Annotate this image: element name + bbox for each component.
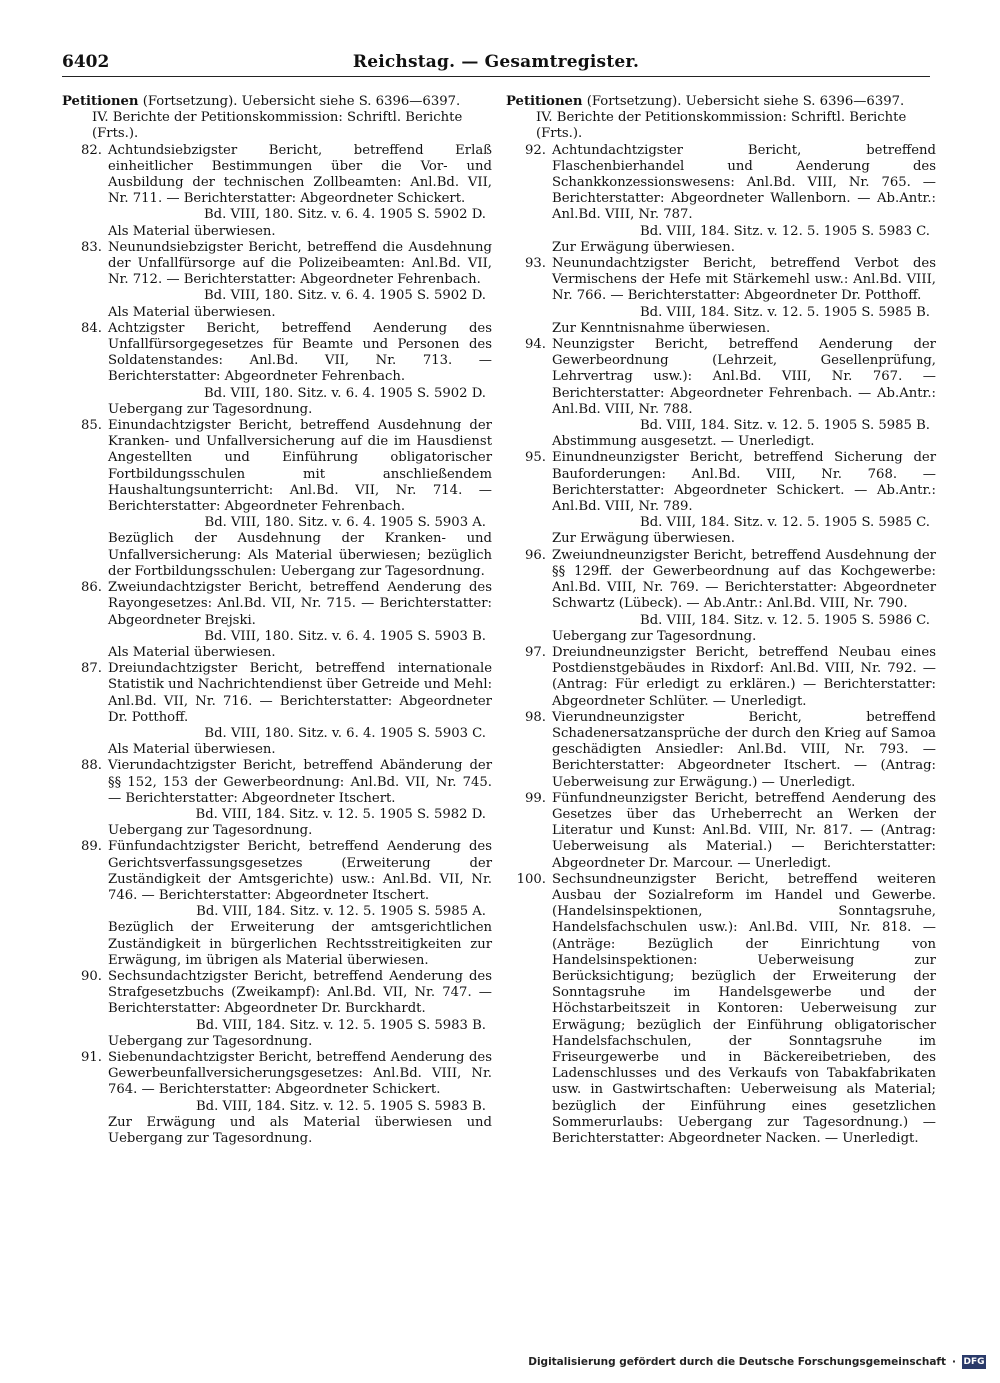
- entry-number: 93.: [525, 256, 546, 272]
- entry-reference: Bd. VIII, 184. Sitz. v. 12. 5. 1905 S. 5985 B.: [639, 418, 930, 434]
- entry-number: 89.: [81, 839, 102, 855]
- entry-number: 91.: [81, 1049, 102, 1065]
- entry-result: Zur Erwägung überwiesen.: [552, 239, 735, 255]
- entry-text: Fünfundneunzigster Bericht, betreffend Aenderung des Gesetzes über das Urheberrecht an Werken der Literatur und Kunst: Anl.Bd. VIII, Nr. 817. — (Antrag: Ueberweisung als Material.) — Berichterstatter: Abgeordneter Dr. Marcour. — Unerledigt.: [552, 790, 936, 871]
- index-entry: [62, 321, 492, 418]
- page-header: [62, 50, 930, 77]
- entry-text: Achtundachtzigster Bericht, betreffend Flaschenbierhandel und Aenderung des Schankkonzessionswesens: Anl.Bd. VIII, Nr. 765. — Berichterstatter: Abgeordneter Wallenborn. — Ab.Antr.: Anl.Bd. VIII, Nr. 787.: [552, 142, 936, 223]
- entry-result: Uebergang zur Tagesordnung.: [108, 823, 313, 839]
- entry-text: Einundachtzigster Bericht, betreffend Ausdehnung der Kranken- und Unfallversicherung auf die im Hausdienst Angestellten und Einführung obligatorischer Fortbildungsschulen mit anschließendem Haushaltungsunterricht: Anl.Bd. VII, Nr. 714. — Berichterstatter: Abgeordneter Fehrenbach.: [108, 418, 492, 515]
- entry-reference: Bd. VIII, 180. Sitz. v. 6. 4. 1905 S. 5902 D.: [203, 385, 486, 401]
- entry-number: 86.: [81, 580, 102, 596]
- index-entry: [506, 710, 936, 791]
- entry-text: Dreiundneunzigster Bericht, betreffend Neubau eines Postdienstgebäudes in Rixdorf: Anl.Bd. VIII, Nr. 792. — (Antrag: Für erledigt zu erklären.) — Berichterstatter: Abgeordneter Schlüter. — Unerledigt.: [552, 644, 936, 709]
- entry-result: Zur Erwägung und als Material überwiesen und Uebergang zur Tagesordnung.: [108, 1114, 492, 1146]
- entry-reference: Bd. VIII, 184. Sitz. v. 12. 5. 1905 S. 5985 B.: [639, 304, 930, 320]
- entry-result: Als Material überwiesen.: [108, 304, 276, 320]
- entry-number: 83.: [81, 239, 102, 255]
- index-entry: [506, 337, 936, 450]
- section-title: Petitionen: [506, 94, 583, 109]
- entry-result: Als Material überwiesen.: [108, 223, 276, 239]
- entry-result: Zur Kenntnisnahme überwiesen.: [552, 320, 771, 336]
- left-column: [62, 94, 492, 1147]
- section-title: Petitionen: [62, 94, 139, 109]
- entry-number: 94.: [525, 337, 546, 353]
- footer-credit: Digitalisierung gefördert durch die Deutsche Forschungsgemeinschaft: [528, 1356, 946, 1368]
- entry-number: 87.: [81, 661, 102, 677]
- index-entry: [506, 450, 936, 547]
- entry-result: Uebergang zur Tagesordnung.: [552, 628, 757, 644]
- entry-text: Zweiundachtzigster Bericht, betreffend Aenderung des Rayongesetzes: Anl.Bd. VII, Nr. 715. — Berichterstatter: Abgeordneter Brejski.: [108, 580, 492, 628]
- entry-reference: Bd. VIII, 180. Sitz. v. 6. 4. 1905 S. 5903 B.: [204, 628, 486, 644]
- index-entry: [62, 580, 492, 661]
- running-title: Reichstag. — Gesamtregister.: [352, 52, 640, 72]
- index-entry: [62, 1050, 492, 1147]
- entry-text: Sechsundneunzigster Bericht, betreffend weiteren Ausbau der Sozialreform im Handel und Gewerbe. (Handelsinspektionen, Sonntagsruhe, Handelsfachschulen usw.): Anl.Bd. VIII, Nr. 818. — (Anträge: Bezüglich der Einrichtung von Handelsinspektionen: Ueberweisung zur Berücksichtigung; bezüglich der Erweiterung der Sonntagsruhe im Handelsgewerbe und der Höchstarbeitszeit in Kontoren: Ueberweisung zur Erwägung; bezüglich der Einführung obligatorischer Handelsfachschulen, der Sonntagsruhe im Friseurgewerbe und in Bäckereibetrieben, des Ladenschlusses und des Verkaufs von Tabakfabrikaten usw. in Gastwirtschaften: Ueberweisung als Material; bezüglich der Einführung eines gesetzlichen Sommerurlaubs: Uebergang zur Tagesordnung.) — Berichterstatter: Abgeordneter Nacken. — Unerledigt.: [552, 871, 936, 1146]
- entry-text: Neunundachtzigster Bericht, betreffend Verbot des Vermischens der Hefe mit Stärkemehl usw.: Anl.Bd. VIII, Nr. 766. — Berichterstatter: Abgeordneter Dr. Potthoff.: [552, 256, 936, 304]
- footer: [528, 1353, 986, 1371]
- entry-text: Vierundneunzigster Bericht, betreffend Schadenersatzansprüche der durch den Krieg auf Samoa geschädigten Ansiedler: Anl.Bd. VIII, Nr. 793. — Berichterstatter: Abgeordneter Itschert. — (Antrag: Ueberweisung zur Erwägung.) — Unerledigt.: [552, 709, 936, 790]
- entry-number: 97.: [525, 644, 546, 660]
- entry-reference: Bd. VIII, 184. Sitz. v. 12. 5. 1905 S. 5983 B.: [195, 1017, 486, 1033]
- entry-text: Zweiundneunzigster Bericht, betreffend Ausdehnung der §§ 129ff. der Gewerbeordnung auf das Kochgewerbe: Anl.Bd. VIII, Nr. 769. — Berichterstatter: Abgeordneter Schwartz (Lübeck). — Ab.Antr.: Anl.Bd. VIII, Nr. 790.: [552, 547, 936, 612]
- index-entry: [62, 418, 492, 580]
- entry-text: Achtundsiebzigster Bericht, betreffend Erlaß einheitlicher Bestimmungen über die Vor- und Ausbildung der technischen Zollbeamten: Anl.Bd. VII, Nr. 711. — Berichterstatter: Abgeordneter Schickert.: [108, 142, 492, 207]
- entry-reference: Bd. VIII, 180. Sitz. v. 6. 4. 1905 S. 5903 A.: [204, 515, 486, 531]
- entry-number: 96.: [525, 547, 546, 563]
- entry-text: Siebenundachtzigster Bericht, betreffend Aenderung des Gewerbeunfallversicherungsgesetzes: Anl.Bd. VIII, Nr. 764. — Berichterstatter: Abgeordneter Schickert.: [108, 1049, 492, 1098]
- entry-reference: Bd. VIII, 184. Sitz. v. 12. 5. 1905 S. 5982 D.: [195, 806, 486, 822]
- section-heading: [506, 94, 936, 110]
- subsection-heading: IV. Berichte der Petitionskommission: Schriftl. Berichte (Frts.).: [536, 110, 907, 142]
- footer-separator: ·: [952, 1356, 956, 1368]
- index-entry: [62, 240, 492, 321]
- index-entry: [506, 256, 936, 337]
- entry-reference: Bd. VIII, 184. Sitz. v. 12. 5. 1905 S. 5983 C.: [640, 223, 930, 239]
- entry-result: Bezüglich der Ausdehnung der Kranken- und Unfallversicherung: Als Material überwiesen; bezüglich der Fortbildungsschulen: Uebergang zur Tagesordnung.: [108, 531, 492, 579]
- index-entry: [62, 969, 492, 1050]
- dfg-logo: DFG: [963, 1357, 985, 1367]
- index-entry: [506, 548, 936, 645]
- section-continuation: (Fortsetzung). Uebersicht siehe S. 6396—6397.: [586, 94, 905, 109]
- entry-number: 82.: [81, 142, 102, 158]
- entry-text: Neunundsiebzigster Bericht, betreffend die Ausdehnung der Unfallfürsorge auf die Polizeibeamten: Anl.Bd. VII, Nr. 712. — Berichterstatter: Abgeordneter Fehrenbach.: [108, 239, 492, 288]
- entry-reference: Bd. VIII, 184. Sitz. v. 12. 5. 1905 S. 5985 A.: [196, 904, 486, 920]
- entry-result: Zur Erwägung überwiesen.: [552, 531, 735, 547]
- entry-number: 85.: [81, 418, 102, 434]
- index-entry: [506, 791, 936, 872]
- index-entry: [62, 143, 492, 240]
- entry-number: 88.: [81, 758, 102, 774]
- page-number: 6402: [62, 52, 110, 72]
- index-entry: [506, 645, 936, 710]
- entry-number: 99.: [525, 790, 546, 806]
- entry-number: 84.: [81, 320, 102, 336]
- entry-text: Einundneunzigster Bericht, betreffend Sicherung der Bauforderungen: Anl.Bd. VIII, Nr. 768. — Berichterstatter: Abgeordneter Schickert. — Ab.Antr.: Anl.Bd. VIII, Nr. 789.: [552, 450, 936, 515]
- entry-text: Vierundachtzigster Bericht, betreffend Abänderung der §§ 152, 153 der Gewerbeordnung: Anl.Bd. VII, Nr. 745. — Berichterstatter: Abgeordneter Itschert.: [108, 758, 492, 806]
- entry-reference: Bd. VIII, 184. Sitz. v. 12. 5. 1905 S. 5985 C.: [640, 515, 930, 531]
- subsection-heading: IV. Berichte der Petitionskommission: Schriftl. Berichte (Frts.).: [92, 110, 463, 142]
- entry-text: Sechsundachtzigster Bericht, betreffend Aenderung des Strafgesetzbuchs (Zweikampf): Anl.Bd. VII, Nr. 747. — Berichterstatter: Abgeordneter Dr. Burckhardt.: [108, 968, 492, 1017]
- index-entry: [62, 758, 492, 839]
- entry-number: 100.: [516, 871, 546, 887]
- entry-reference: Bd. VIII, 184. Sitz. v. 12. 5. 1905 S. 5986 C.: [640, 612, 930, 628]
- entry-reference: Bd. VIII, 184. Sitz. v. 12. 5. 1905 S. 5983 B.: [195, 1098, 486, 1114]
- entry-number: 92.: [525, 142, 546, 158]
- entry-reference: Bd. VIII, 180. Sitz. v. 6. 4. 1905 S. 5902 D.: [203, 288, 486, 304]
- entry-result: Bezüglich der Erweiterung der amtsgerichtlichen Zuständigkeit in bürgerlichen Rechtsstreitigkeiten zur Erwägung, im übrigen als Material überwiesen.: [108, 920, 492, 968]
- entry-result: Abstimmung ausgesetzt. — Unerledigt.: [552, 434, 815, 450]
- entry-number: 98.: [525, 709, 546, 725]
- entry-reference: Bd. VIII, 180. Sitz. v. 6. 4. 1905 S. 5903 C.: [204, 725, 486, 741]
- entry-text: Neunzigster Bericht, betreffend Aenderung der Gewerbeordnung (Lehrzeit, Gesellenprüfung, Lehrvertrag usw.): Anl.Bd. VIII, Nr. 767. — Berichterstatter: Abgeordneter Fehrenbach. — Ab.Antr.: Anl.Bd. VIII, Nr. 788.: [552, 337, 936, 417]
- entry-number: 95.: [525, 450, 546, 466]
- entry-result: Uebergang zur Tagesordnung.: [108, 1033, 313, 1049]
- right-column: [506, 94, 936, 1147]
- entry-result: Als Material überwiesen.: [108, 644, 276, 660]
- section-continuation: (Fortsetzung). Uebersicht siehe S. 6396—6397.: [142, 94, 461, 109]
- index-entry: [506, 872, 936, 1147]
- entry-reference: Bd. VIII, 180. Sitz. v. 6. 4. 1905 S. 5902 D.: [203, 207, 486, 223]
- index-entry: [506, 143, 936, 256]
- entry-text: Fünfundachtzigster Bericht, betreffend Aenderung des Gerichtsverfassungsgesetzes (Erweiterung der Zuständigkeit der Amtsgerichte) usw.: Anl.Bd. VII, Nr. 746. — Berichterstatter: Abgeordneter Itschert.: [108, 839, 492, 903]
- entry-text: Achtzigster Bericht, betreffend Aenderung des Unfallfürsorgegesetzes für Beamte und Personen des Soldatenstandes: Anl.Bd. VII, Nr. 713. — Berichterstatter: Abgeordneter Fehrenbach.: [108, 320, 492, 385]
- entry-result: Als Material überwiesen.: [108, 742, 276, 758]
- index-entry: [62, 839, 492, 969]
- index-entry: [62, 661, 492, 758]
- entry-result: Uebergang zur Tagesordnung.: [108, 401, 313, 417]
- section-heading: [62, 94, 492, 110]
- entry-number: 90.: [81, 968, 102, 984]
- entry-text: Dreiundachtzigster Bericht, betreffend internationale Statistik und Nachrichtendienst über Getreide und Mehl: Anl.Bd. VII, Nr. 716. — Berichterstatter: Abgeordneter Dr. Potthoff.: [108, 661, 493, 725]
